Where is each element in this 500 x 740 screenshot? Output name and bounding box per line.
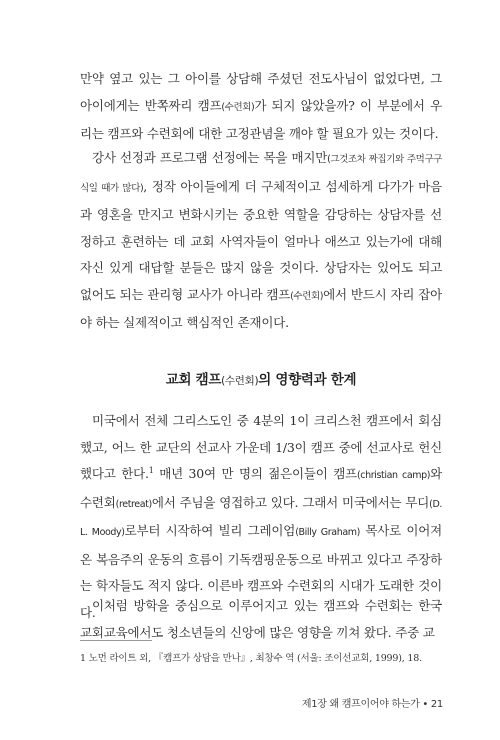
text-run: , 정작 아이들에게 더 구체적이고 섬세하게 다가가 마음과 영혼을 만지고 변화시키는 중요한 역할을 감당하는 상담자를 선정하고 훈련하는 데 교회 사역자들이 얼마나 애쓰고 있는가에 대해 자신 있게 대답할 분들은 많지 않을 것이다. 상담자는 있어도 되고 없어도 되는 관리형 교사가 아니라 캠프	[80, 178, 442, 302]
heading-text-small: (수련회)	[221, 375, 259, 387]
text-run-small: (D. L. Moody)	[80, 498, 442, 538]
text-run: 로부터 시작하여 빌리 그레이엄	[124, 523, 296, 538]
section-heading	[80, 368, 442, 388]
text-run-small: (christian camp)	[356, 470, 431, 481]
text-run-small: (그것조차 짜집기와 주먹구구식일 때가 많다)	[80, 154, 442, 194]
text-run: 에서 반드시 자리 잡아야 하는 실제적이고 핵심적인 존재이다.	[80, 286, 442, 330]
body-paragraph	[80, 145, 442, 337]
text-run: 이처럼 방학을 중심으로 이루어지고 있는 캠프와 수련회는 한국 교회교육에서도 청소년들의 신앙에 많은 영향을 끼쳐 왔다. 주중 교	[80, 598, 442, 640]
heading-text: 교회 캠프	[165, 372, 222, 388]
text-run: 만약 옆고 있는 그 아이를 상담해 주셨던 전도사님이 없었다면, 그 아이에게는 반쪽짜리 캠프	[80, 71, 442, 113]
heading-text: 의 영향력과 한계	[258, 372, 357, 388]
text-run-small: (Billy Graham)	[295, 527, 360, 538]
text-run: 에서 주님을 영접하고 있다. 그래서 미국에서는 무디	[151, 494, 430, 510]
text-run: 목사로 이어져 온 복음주의 운동의 흐름이 기독캠핑운동으로 바뀌고 있다고 주장하는 학자들도 적지 않다. 이른바 캠프와 수련회의 시대가 도래한 것이다.	[80, 523, 442, 620]
text-run: 강사 선정과 프로그램 선정에는 목을 매지만	[92, 150, 328, 165]
footnote: 1 노먼 라이트 외, 『캠프가 상담을 만나』, 최창수 역 (서울: 조이선교회, 1999), 18.	[80, 653, 422, 664]
text-run-small: (retreat)	[115, 498, 152, 510]
text-run-small: (수련회)	[290, 290, 324, 302]
body-paragraph	[80, 66, 442, 148]
footnote-divider	[80, 640, 152, 641]
text-run: 미국에서 전체 그리스도인 중 4분의 1이 크리스천 캠프에서 회심했고, 어느 한 교단의 선교사 가운데 1/3이 캠프 중에 선교사로 헌신했다고 한다.	[80, 413, 442, 481]
body-paragraph	[80, 593, 442, 646]
text-run: 와 수련회	[80, 466, 442, 510]
text-run: 가 되지 않았을까? 이 부분에서 우리는 캠프와 수련회에 대한 고정관념을 깨야 할 필요가 있는 것이다.	[80, 97, 442, 141]
footnote-marker: 1	[148, 465, 154, 475]
text-run: 매년 30여 만 명의 젊은이들이 캠프	[153, 466, 357, 481]
text-run-small: (수련회)	[221, 101, 255, 113]
page-footer: 제1장 왜 캠프이어야 하는가 • 21	[301, 699, 443, 710]
